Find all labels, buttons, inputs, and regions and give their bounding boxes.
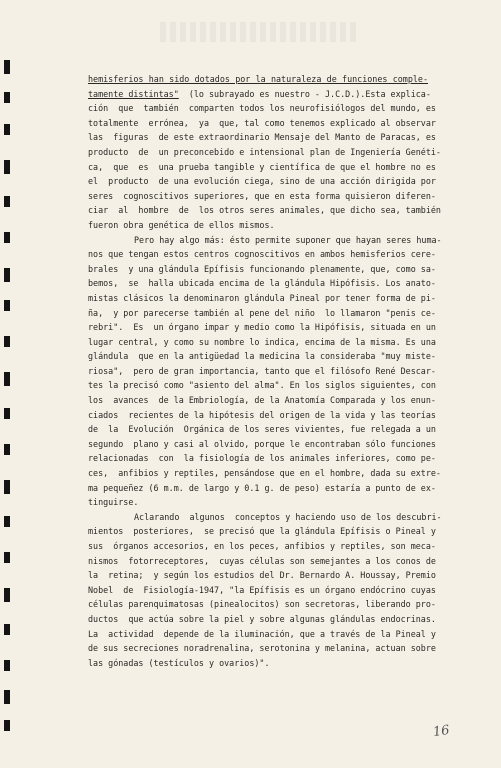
text-line: de sus secreciones noradrenalina, serotonina y melanina, actuan sobre (88, 643, 436, 654)
page-number: 16 (432, 722, 451, 741)
text-line: segundo plano y casi al olvido, porque le encontraban sólo funciones (88, 438, 436, 449)
text-line: hemisferios han sido dotados por la naturaleza de funciones comple- (88, 74, 428, 84)
text-line: nismos fotorreceptores, cuyas células son semejantes a los conos de (88, 555, 436, 566)
text-line: La actividad depende de la iluminación, que a través de la Pineal y (88, 628, 436, 639)
text-line: las figuras de este extraordinario Mensaje del Manto de Paracas, es (88, 132, 436, 143)
text-line: nos que tengan estos centros cognoscitivos en ambos hemisferios cere- (88, 249, 436, 260)
binder-mark (4, 480, 10, 494)
binder-mark (4, 268, 10, 282)
text-line: producto de un preconcebido e intensional plan de Ingeniería Genéti- (88, 146, 441, 157)
text-line: tamente distintas" (lo subrayado es nuestro - J.C.D.).Esta explica- (88, 88, 431, 99)
text-line: mientos posteriores, se precisó que la glándula Epífisis o Pineal y (88, 526, 436, 537)
binder-mark (4, 408, 10, 419)
text-line: seres cognoscitivos superiores, que en esta forma quisieron diferen- (88, 190, 436, 201)
text-line: totalmente errónea, ya que, tal como tenemos explicado al observar (88, 117, 436, 128)
text-line: tes la precisó como "asiento del alma". En los siglos siguientes, con (88, 380, 436, 391)
text-line: los avances de la Embriología, de la Anatomía Comparada y los enun- (88, 395, 436, 406)
text-line: ña, y por parecerse también al pene del niño lo llamaron "penis ce- (88, 307, 436, 318)
text-line: rebri". Es un órgano impar y medio como la Hipófisis, situada en un (88, 322, 436, 333)
text-line: fueron obra genética de ellos mismos. (88, 219, 275, 230)
text-line: ca, que es una prueba tangible y científica de que el hombre no es (88, 161, 436, 172)
text-line: riosa", pero de gran importancia, tanto que el filósofo René Descar- (88, 365, 436, 376)
binder-mark (4, 660, 10, 671)
binder-mark (4, 516, 10, 527)
binder-mark (4, 552, 10, 563)
text-line: la retina; y según los estudios del Dr. Bernardo A. Houssay, Premio (88, 570, 436, 581)
text-line: bemos, se halla ubicada encima de la glándula Hipófisis. Los anato- (88, 278, 436, 289)
text-line: el producto de una evolución ciega, sino de una acción dirigida por (88, 176, 436, 187)
text-line: ciar al hombre de los otros seres animales, que dicho sea, también (88, 205, 441, 216)
text-line: ciados recientes de la hipótesis del origen de la vida y las teorías (88, 409, 436, 420)
bleed-through-shadow (160, 22, 360, 42)
binder-mark (4, 336, 10, 347)
binder-mark (4, 588, 10, 602)
text-line: ción que también comparten todos los neurofisiólogos del mundo, es (88, 103, 436, 114)
text-line: mistas clásicos la denominaron glándula Pineal por tener forma de pi- (88, 292, 436, 303)
text-line: glándula que en la antigüedad la medicina la consideraba "muy miste- (88, 351, 436, 362)
text-line: brales y una glándula Epífisis funcionando plenamente, que, como sa- (88, 263, 436, 274)
text-line: de la Evolución Orgánica de los seres vivientes, fue relegada a un (88, 424, 436, 435)
text-line: sus órganos accesorios, en los peces, anfibios y reptiles, son meca- (88, 541, 436, 551)
binder-mark (4, 160, 10, 174)
binder-mark (4, 690, 10, 704)
binder-mark (4, 124, 10, 135)
text-line: lugar central, y como su nombre lo indica, encima de la misma. Es una (88, 336, 436, 347)
binder-mark (4, 300, 10, 311)
text-line: Aclarando algunos conceptos y haciendo uso de los descubri- (134, 511, 442, 522)
binder-mark (4, 720, 10, 731)
text-line: relacionadas con la fisiología de los animales inferiores, como pe- (88, 453, 436, 464)
body-text (88, 72, 442, 670)
text-line: las gónadas (testículos y ovarios)". (88, 657, 270, 668)
text-line: Pero hay algo más: ésto permite suponer que hayan seres huma- (134, 234, 442, 245)
text-line: tinguirse. (88, 497, 139, 508)
text-line: Nobel de Fisiología-1947, "la Epífisis es un órgano endócrino cuyas (88, 584, 436, 595)
binder-mark (4, 196, 10, 207)
binder-mark (4, 92, 10, 103)
binder-mark (4, 372, 10, 386)
text-line: ces, anfibios y reptiles, pensándose que en el hombre, dada su extre- (88, 468, 441, 479)
binder-mark (4, 444, 10, 455)
binder-mark (4, 624, 10, 635)
text-line: ma pequeñez (6 m.m. de largo y 0.1 g. de peso) estaría a punto de ex- (88, 482, 436, 493)
binder-mark (4, 232, 10, 243)
text-line: ductos que actúa sobre la piel y sobre algunas glándulas endocrinas. (88, 613, 436, 624)
text-line: células parenquimatosas (pinealocitos) son secretoras, liberando pro- (88, 599, 436, 610)
binder-mark (4, 60, 10, 74)
